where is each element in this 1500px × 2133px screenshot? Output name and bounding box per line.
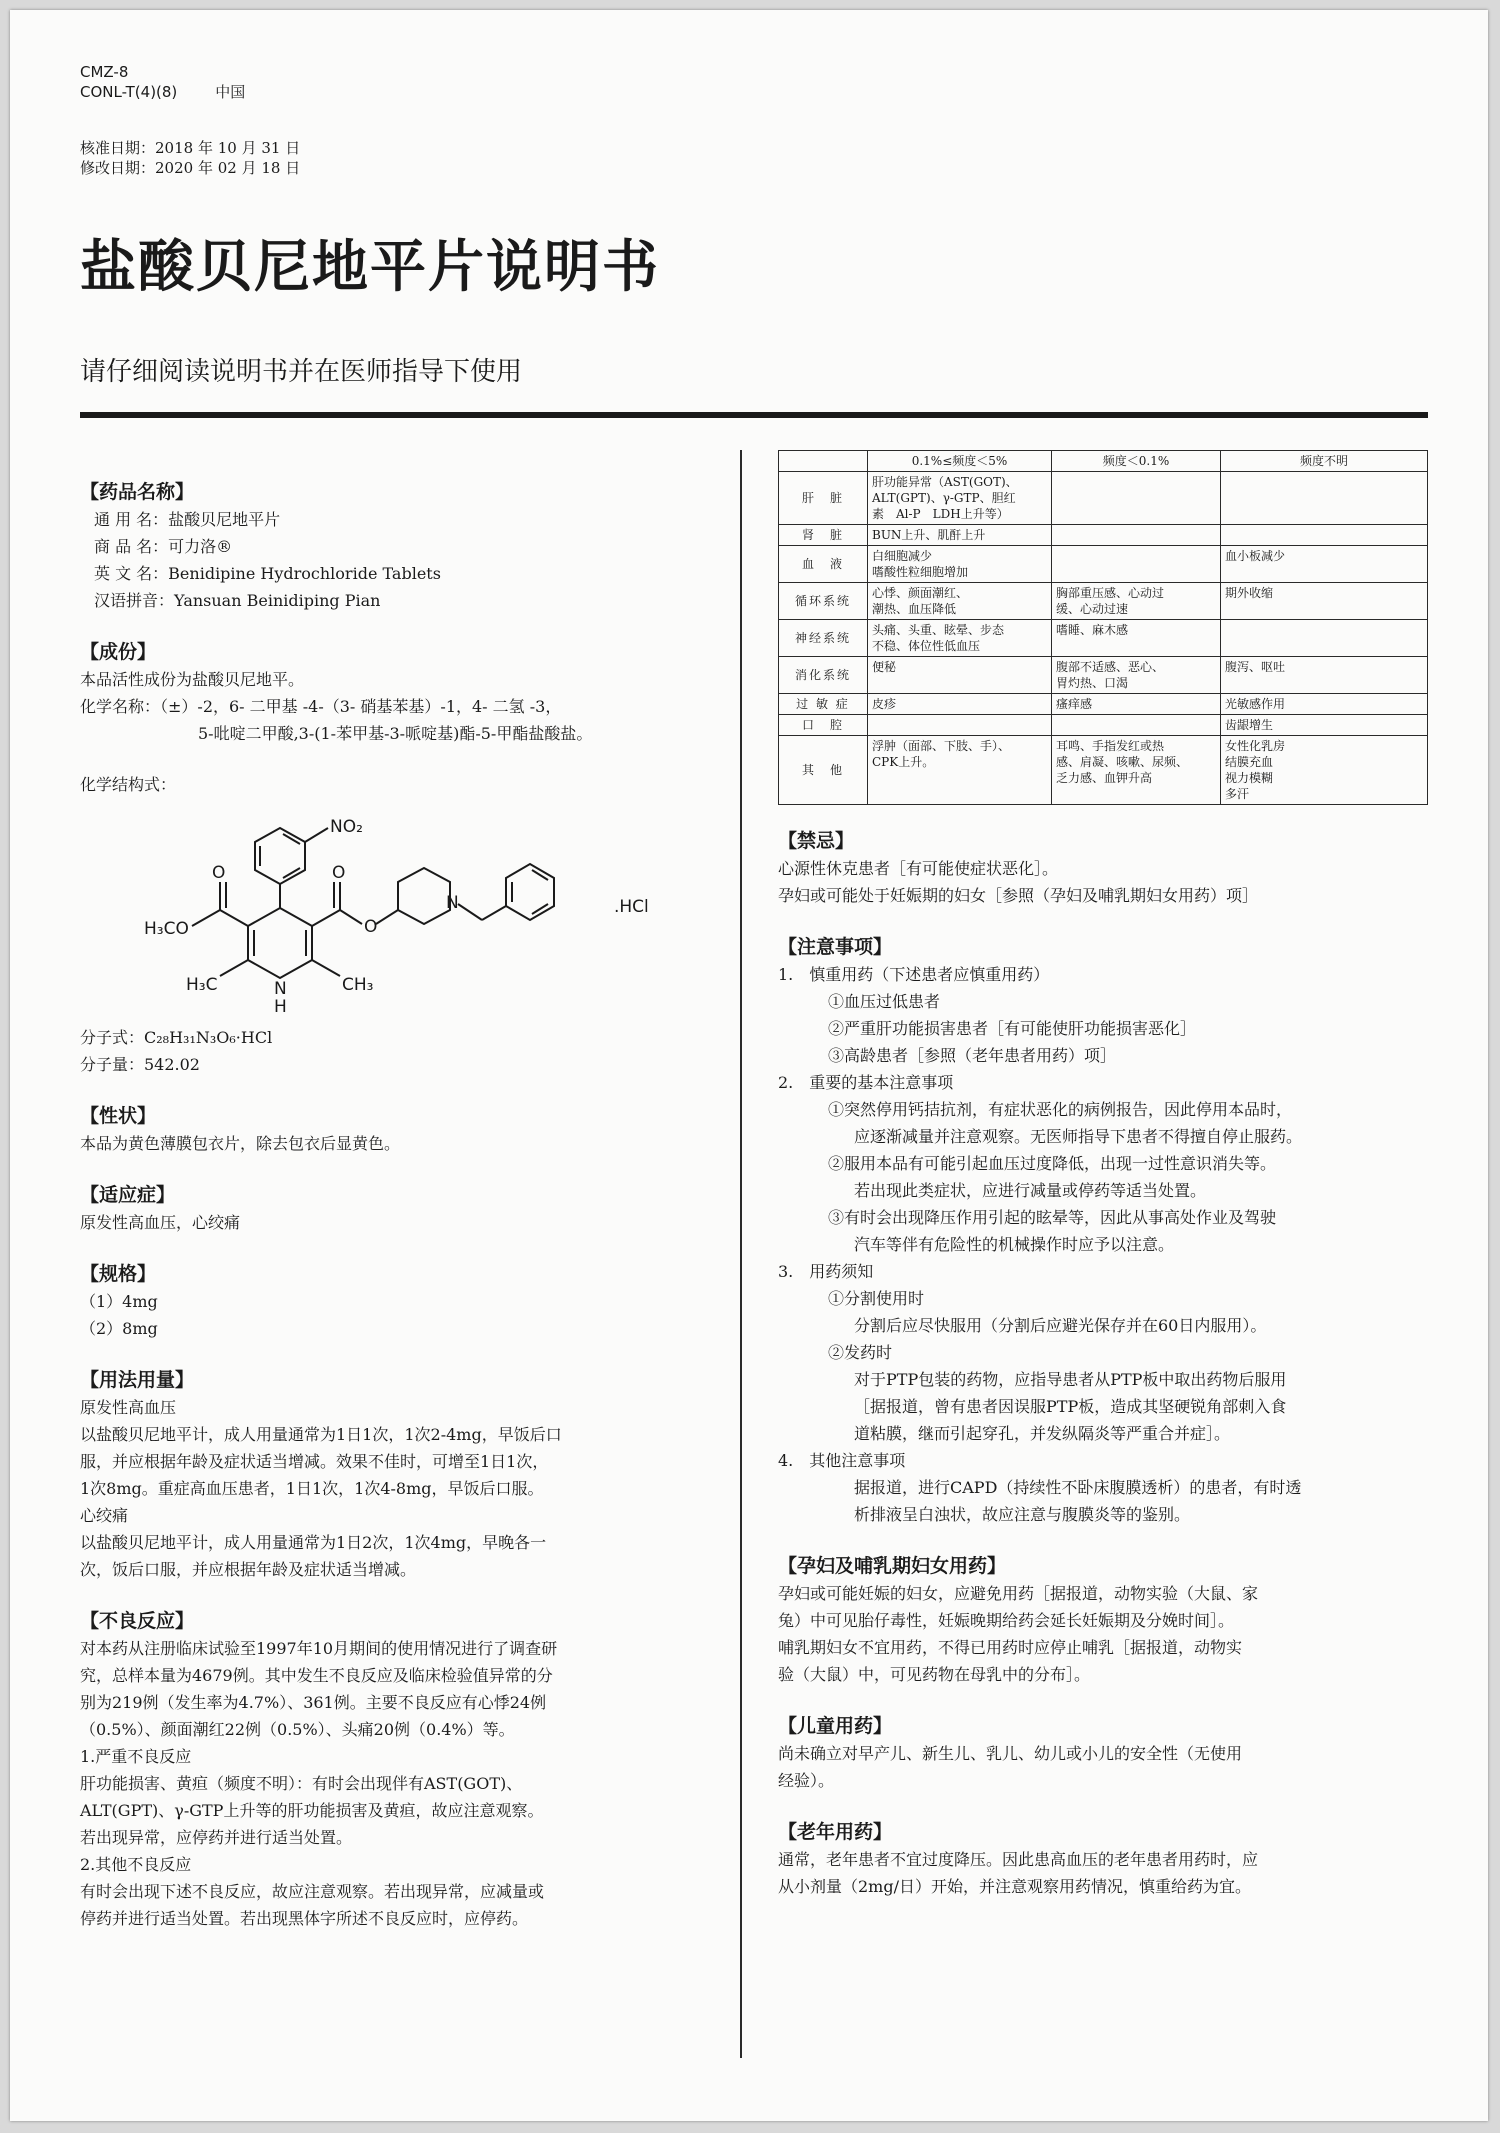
precaution-subitem: ②服用本品有可能引起血压过度降低，出现一过性意识消失等。 <box>828 1154 1277 1173</box>
table-header-row <box>779 451 1428 472</box>
table-cell-line: 乏力感、血钾升高 <box>1056 771 1153 785</box>
table-cell-organ: 肝 脏 <box>779 472 868 525</box>
table-cell-organ: 循环系统 <box>779 583 868 620</box>
revise-date: 修改日期：2020 年 02 月 18 日 <box>80 159 301 177</box>
table-cell <box>1052 657 1221 694</box>
precaution-subitem: ［据报道，曾有患者因误服PTP板，造成其坚硬锐角部刺入食 <box>854 1397 1287 1416</box>
pinyin-name: 汉语拼音：Yansuan Beinidiping Pian <box>94 591 381 610</box>
table-cell-line: 浮肿（面部、下肢、手）、 <box>872 739 1011 753</box>
section-title-dosage: 【用法用量】 <box>80 1369 195 1391</box>
country-label: 中国 <box>215 83 246 101</box>
precaution-subitem: ①血压过低患者 <box>828 992 941 1011</box>
table-cell <box>1221 620 1428 657</box>
brand-name: 商 品 名：可力洛® <box>94 537 233 556</box>
table-cell-line: 白细胞减少 <box>872 549 933 563</box>
precaution-subitem: ①突然停用钙拮抗剂，有症状恶化的病例报告，因此停用本品时， <box>828 1100 1293 1119</box>
table-cell-line: 血小板减少 <box>1225 549 1286 563</box>
table-cell <box>868 657 1052 694</box>
label-hcl: .HCl <box>614 897 649 917</box>
adverse-line: 停药并进行适当处置。若出现黑体字所述不良反应时，应停药。 <box>80 1909 529 1928</box>
table-cell <box>1221 694 1428 715</box>
table-cell-line: BUN上升、肌酐上升 <box>872 528 986 542</box>
table-cell-line: 心悸、颜面潮红、 <box>872 586 969 600</box>
precaution-subitem: 析排液呈白浊状，故应注意与腹膜炎等的鉴别。 <box>854 1505 1191 1524</box>
pregnancy-line: 哺乳期妇女不宜用药，不得已用药时应停止哺乳［据报道，动物实 <box>778 1638 1243 1657</box>
table-row <box>779 694 1428 715</box>
table-cell-line: 腹部不适感、恶心、 <box>1056 660 1165 674</box>
table-cell-line: 头痛、头重、眩晕、步态 <box>872 623 1005 637</box>
precaution-subitem: ②发药时 <box>828 1343 893 1362</box>
table-cell-line: 期外收缩 <box>1225 586 1274 600</box>
dosage-line: 服，并应根据年龄及症状适当增减。效果不佳时，可增至1日1次， <box>80 1452 549 1471</box>
precaution-subitem: 若出现此类症状，应进行减量或停药等适当处置。 <box>854 1181 1207 1200</box>
table-cell <box>1052 736 1221 805</box>
table-row <box>779 546 1428 583</box>
table-cell-line: 潮热、血压降低 <box>872 602 957 616</box>
table-cell-line: 胸部重压感、心动过 <box>1056 586 1165 600</box>
dosage-line: 以盐酸贝尼地平计，成人用量通常为1日2次，1次4mg，早晚各一 <box>80 1533 547 1552</box>
precaution-item: 4. 其他注意事项 <box>778 1451 906 1470</box>
table-cell <box>868 736 1052 805</box>
dosage-line: 次，饭后口服，并应根据年龄及症状适当增减。 <box>80 1560 417 1579</box>
structure-bonds <box>192 828 554 978</box>
table-cell-organ: 口 腔 <box>779 715 868 736</box>
dosage-heading-hypertension: 原发性高血压 <box>80 1398 177 1417</box>
spec-1: （1）4mg <box>80 1292 158 1311</box>
document-codes <box>80 62 245 102</box>
table-cell <box>1052 583 1221 620</box>
precaution-subitem: 汽车等伴有危险性的机械操作时应予以注意。 <box>854 1235 1175 1254</box>
label-o-ester: O <box>364 917 378 937</box>
table-cell <box>1052 715 1221 736</box>
phenyl-ring-benzyl <box>506 864 554 920</box>
chemical-name-2: 5-吡啶二甲酸,3-(1-苯甲基-3-哌啶基)酯-5-甲酯盐酸盐。 <box>198 724 593 743</box>
table-cell-line: ALT(GPT)、γ-GTP、胆红 <box>872 491 1016 505</box>
label-no2: NO₂ <box>330 817 363 837</box>
doc-code-1: CMZ-8 <box>80 63 129 81</box>
appearance-text: 本品为黄色薄膜包衣片，除去包衣后显黄色。 <box>80 1134 401 1153</box>
table-row <box>779 525 1428 546</box>
table-cell-line: 感、肩凝、咳嗽、尿频、 <box>1056 755 1189 769</box>
table-cell <box>1221 715 1428 736</box>
table-cell <box>1221 736 1428 805</box>
adverse-line: ALT(GPT)、γ-GTP上升等的肝功能损害及黄疸，故应注意观察。 <box>80 1801 544 1820</box>
precaution-subitem: ②严重肝功能损害患者［有可能使肝功能损害恶化］ <box>828 1019 1197 1038</box>
table-row <box>779 657 1428 694</box>
table-cell <box>868 715 1052 736</box>
column-divider <box>740 450 742 2058</box>
pregnancy-line: 孕妇或可能妊娠的妇女，应避免用药［据报道，动物实验（大鼠、家 <box>778 1584 1259 1603</box>
structure-diagram <box>80 808 680 1018</box>
table-cell-line: 结膜充血 <box>1225 755 1274 769</box>
pregnancy-line: 验（大鼠）中，可见药物在母乳中的分布］。 <box>778 1665 1091 1684</box>
precaution-subitem: 应逐渐减量并注意观察。无医师指导下患者不得擅自停止服药。 <box>854 1127 1303 1146</box>
english-name: 英 文 名：Benidipine Hydrochloride Tablets <box>94 564 441 583</box>
precaution-item: 1. 慎重用药（下述患者应慎重用药） <box>778 965 1050 984</box>
title-rule <box>80 412 1428 418</box>
adverse-line: （0.5%）、颜面潮红22例（0.5%）、头痛20例（0.4%）等。 <box>80 1720 515 1739</box>
table-cell <box>868 525 1052 546</box>
dihydropyridine-ring <box>248 908 312 978</box>
generic-name: 通 用 名：盐酸贝尼地平片 <box>94 510 281 529</box>
table-cell-line: 不稳、体位性低血压 <box>872 639 981 653</box>
table-cell <box>1052 525 1221 546</box>
table-cell <box>868 694 1052 715</box>
document-subtitle: 请仔细阅读说明书并在医师指导下使用 <box>80 357 523 387</box>
right-column <box>778 450 1428 1900</box>
precaution-subitem: 分割后应尽快服用（分割后应避光保存并在60日内服用）。 <box>854 1316 1267 1335</box>
table-cell-line: CPK上升。 <box>872 755 935 769</box>
children-line: 尚未确立对早产儿、新生儿、乳儿、幼儿或小儿的安全性（无使用 <box>778 1744 1243 1763</box>
table-cell <box>1221 657 1428 694</box>
elderly-line: 从小剂量（2mg/日）开始，并注意观察用药情况，慎重给药为宜。 <box>778 1877 1251 1896</box>
adverse-heading-other: 2.其他不良反应 <box>80 1855 192 1874</box>
structure-label: 化学结构式： <box>80 775 177 794</box>
table-cell-line: 胃灼热、口渴 <box>1056 676 1129 690</box>
adverse-line: 别为219例（发生率为4.7%）、361例。主要不良反应有心悸24例 <box>80 1693 547 1712</box>
adverse-line: 若出现异常，应停药并进行适当处置。 <box>80 1828 353 1847</box>
table-cell <box>1052 472 1221 525</box>
molecular-formula: 分子式：C₂₈H₃₁N₃O₆·HCl <box>80 1028 273 1047</box>
structure-labels <box>144 817 649 1017</box>
table-cell <box>868 620 1052 657</box>
table-header-cell: 0.1%≤频度＜5% <box>868 451 1052 472</box>
table-cell-organ: 消化系统 <box>779 657 868 694</box>
table-cell <box>868 583 1052 620</box>
precaution-subitem: 道粘膜，继而引起穿孔，并发纵隔炎等严重合并症］。 <box>854 1424 1231 1443</box>
table-cell-line: 便秘 <box>872 660 897 674</box>
piperidine-ring <box>398 868 450 924</box>
table-cell-line: 视力模糊 <box>1225 771 1274 785</box>
dosage-line: 以盐酸贝尼地平计，成人用量通常为1日1次，1次2-4mg，早饭后口 <box>80 1425 562 1444</box>
section-title-composition: 【成份】 <box>80 641 157 663</box>
table-cell-line: 多汗 <box>1225 787 1250 801</box>
table-cell <box>868 546 1052 583</box>
table-cell-line: 耳鸣、手指发红或热 <box>1056 739 1165 753</box>
table-cell <box>1221 583 1428 620</box>
phenyl-ring-top <box>255 828 305 884</box>
precaution-subitem: 对于PTP包装的药物，应指导患者从PTP板中取出药物后服用 <box>854 1370 1287 1389</box>
left-column <box>80 468 720 1932</box>
table-cell-organ: 神经系统 <box>779 620 868 657</box>
chemical-structure <box>80 808 680 1018</box>
table-cell-line: 肝功能异常（AST(GOT)、 <box>872 475 1018 489</box>
table-cell-line: 瘙痒感 <box>1056 697 1093 711</box>
section-title-adverse: 【不良反应】 <box>80 1610 195 1632</box>
adverse-line: 究，总样本量为4679例。其中发生不良反应及临床检验值异常的分 <box>80 1666 553 1685</box>
table-header-cell: 频度＜0.1% <box>1052 451 1221 472</box>
section-title-appearance: 【性状】 <box>80 1105 157 1127</box>
table-row <box>779 620 1428 657</box>
table-cell-line: 光敏感作用 <box>1225 697 1286 711</box>
approve-date: 核准日期：2018 年 10 月 31 日 <box>80 139 301 157</box>
section-title-contraindications: 【禁忌】 <box>778 830 855 852</box>
composition-active: 本品活性成份为盐酸贝尼地平。 <box>80 670 305 689</box>
table-cell-line: 素 Al-P LDH上升等） <box>872 507 1009 521</box>
dosage-heading-angina: 心绞痛 <box>80 1506 129 1525</box>
precaution-subitem: ③有时会出现降压作用引起的眩晕等，因此从事高处作业及驾驶 <box>828 1208 1277 1227</box>
contra-line: 孕妇或可能处于妊娠期的妇女［参照（孕妇及哺乳期妇女用药）项］ <box>778 886 1259 905</box>
table-cell <box>1052 620 1221 657</box>
label-o-left: O <box>212 863 226 883</box>
label-h3c: H₃C <box>186 975 218 995</box>
section-title-specs: 【规格】 <box>80 1263 157 1285</box>
label-h3co: H₃CO <box>144 919 189 939</box>
table-cell-line: 女性化乳房 <box>1225 739 1286 753</box>
label-o-right: O <box>332 863 346 883</box>
adverse-reaction-table <box>778 450 1428 805</box>
document-page <box>10 10 1488 2121</box>
children-line: 经验）。 <box>778 1771 835 1790</box>
table-cell-organ: 过 敏 症 <box>779 694 868 715</box>
precaution-item: 3. 用药须知 <box>778 1262 874 1281</box>
table-cell-line: 腹泻、呕吐 <box>1225 660 1286 674</box>
document-dates <box>80 138 300 178</box>
label-ch3: CH₃ <box>342 975 374 995</box>
table-cell-organ: 其 他 <box>779 736 868 805</box>
table-cell-organ: 血 液 <box>779 546 868 583</box>
doc-code-2: CONL-T(4)(8) <box>80 83 178 101</box>
pregnancy-line: 兔）中可见胎仔毒性，妊娠晚期给药会延长妊娠期及分娩时间］。 <box>778 1611 1235 1630</box>
dosage-line: 1次8mg。重症高血压患者，1日1次，1次4-8mg，早饭后口服。 <box>80 1479 544 1498</box>
table-cell <box>1052 546 1221 583</box>
table-cell <box>1052 694 1221 715</box>
adverse-reaction-table-body <box>779 472 1428 805</box>
section-title-indications: 【适应症】 <box>80 1184 176 1206</box>
table-cell <box>1221 546 1428 583</box>
elderly-line: 通常，老年患者不宜过度降压。因此患高血压的老年患者用药时，应 <box>778 1850 1259 1869</box>
section-title-pregnancy: 【孕妇及哺乳期妇女用药】 <box>778 1555 1007 1577</box>
table-cell <box>1221 472 1428 525</box>
table-cell <box>1221 525 1428 546</box>
table-cell <box>868 472 1052 525</box>
table-cell-line: 嗜酸性粒细胞增加 <box>872 565 969 579</box>
label-nh-n: N <box>274 979 287 999</box>
table-row <box>779 583 1428 620</box>
adverse-heading-serious: 1.严重不良反应 <box>80 1747 192 1766</box>
molecular-weight: 分子量：542.02 <box>80 1055 200 1074</box>
label-nh-h: H <box>274 997 287 1017</box>
precaution-subitem: 据报道，进行CAPD（持续性不卧床腹膜透析）的患者，有时透 <box>854 1478 1302 1497</box>
precaution-subitem: ③高龄患者［参照（老年患者用药）项］ <box>828 1046 1117 1065</box>
table-cell-line: 齿龈增生 <box>1225 718 1274 732</box>
contra-line: 心源性休克患者［有可能使症状恶化］。 <box>778 859 1059 878</box>
section-title-elderly: 【老年用药】 <box>778 1821 893 1843</box>
chemical-name-1: 化学名称：（±）-2，6- 二甲基 -4-（3- 硝基苯基）-1，4- 二氢 -3， <box>80 697 562 716</box>
table-header-cell <box>779 451 868 472</box>
adverse-line: 对本药从注册临床试验至1997年10月期间的使用情况进行了调查研 <box>80 1639 558 1658</box>
precaution-item: 2. 重要的基本注意事项 <box>778 1073 954 1092</box>
adverse-line: 肝功能损害、黄疸（频度不明）：有时会出现伴有AST(GOT)、 <box>80 1774 523 1793</box>
table-row <box>779 736 1428 805</box>
table-cell-organ: 肾 脏 <box>779 525 868 546</box>
precaution-subitem: ①分割使用时 <box>828 1289 925 1308</box>
table-header-cell: 频度不明 <box>1221 451 1428 472</box>
section-title-children: 【儿童用药】 <box>778 1715 893 1737</box>
table-cell-line: 嗜睡、麻木感 <box>1056 623 1129 637</box>
table-cell-line: 缓、心动过速 <box>1056 602 1129 616</box>
table-row <box>779 472 1428 525</box>
adverse-line: 有时会出现下述不良反应，故应注意观察。若出现异常，应减量或 <box>80 1882 545 1901</box>
table-cell-line: 皮疹 <box>872 697 897 711</box>
section-title-name: 【药品名称】 <box>80 481 195 503</box>
label-piperidine-n: N <box>446 893 459 913</box>
spec-2: （2）8mg <box>80 1319 158 1338</box>
document-title: 盐酸贝尼地平片说明书 <box>80 235 660 300</box>
section-title-precautions: 【注意事项】 <box>778 936 893 958</box>
indications-text: 原发性高血压，心绞痛 <box>80 1213 241 1232</box>
table-row <box>779 715 1428 736</box>
